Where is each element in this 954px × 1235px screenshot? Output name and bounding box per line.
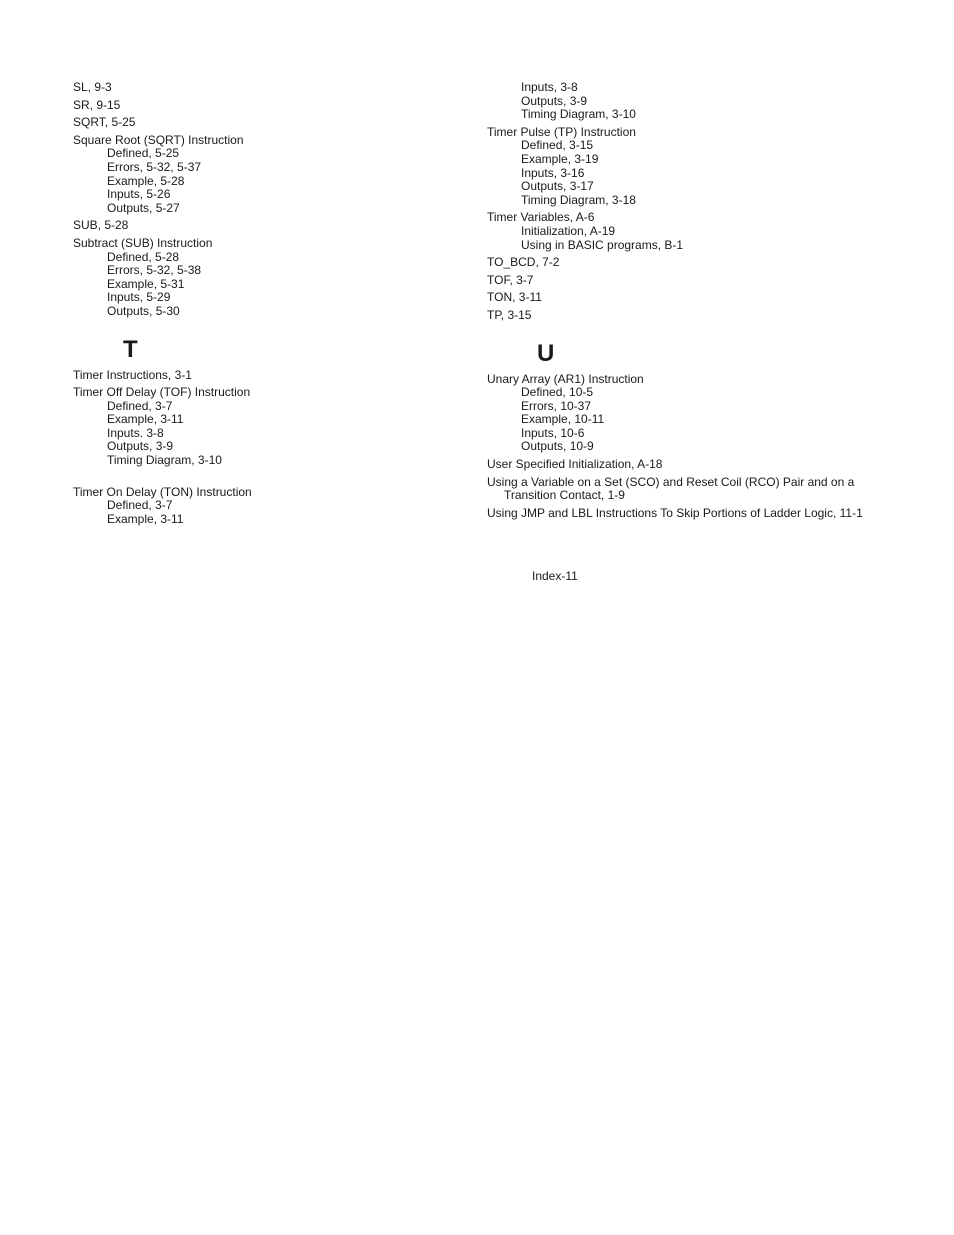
index-entry-term: Timer Variables, A-6	[487, 210, 595, 225]
index-subentry: Example, 3-19	[521, 151, 599, 166]
index-entry	[487, 256, 927, 270]
index-column-right	[487, 81, 927, 524]
index-entry	[73, 134, 453, 216]
index-entry	[487, 309, 927, 323]
index-block	[73, 81, 453, 319]
section-letter-t: T	[123, 335, 138, 363]
index-entry	[487, 507, 927, 521]
index-entry-term: Timer On Delay (TON) Instruction	[73, 484, 252, 499]
index-entry-term: Using JMP and LBL Instructions To Skip Portions of Ladder Logic, 11-1	[487, 505, 863, 520]
index-block	[73, 486, 453, 527]
index-entry-term: Timer Instructions, 3-1	[73, 367, 192, 382]
index-subentry: Outputs, 3-9	[521, 93, 588, 108]
index-subentry: Timing Diagram, 3-10	[521, 107, 636, 122]
index-subentry: Example, 5-28	[107, 173, 185, 188]
index-subentry: Defined, 5-28	[107, 249, 180, 264]
index-subentry: Example, 5-31	[107, 276, 185, 291]
index-entry-term: TP, 3-15	[487, 307, 532, 322]
index-subentry: Timing Diagram, 3-18	[521, 192, 636, 207]
index-entry	[487, 373, 927, 455]
index-subentry: Errors, 5-32, 5-38	[107, 263, 202, 278]
index-entry-term: Subtract (SUB) Instruction	[73, 235, 213, 250]
index-entry	[487, 211, 927, 252]
index-block	[73, 369, 453, 468]
index-subentry: Defined, 5-25	[107, 146, 180, 161]
index-entry-continuation: Transition Contact, 1-9	[504, 488, 625, 503]
index-entry	[487, 274, 927, 288]
index-entry	[487, 81, 927, 122]
index-entry	[487, 476, 927, 503]
index-subentry: Inputs. 3-8	[107, 425, 164, 440]
index-subentry: Example, 3-11	[107, 511, 184, 526]
index-entry-term: Square Root (SQRT) Instruction	[73, 132, 244, 147]
index-block	[487, 373, 927, 521]
index-subentry: Inputs, 3-8	[521, 80, 578, 94]
index-subentry: Inputs, 10-6	[521, 425, 585, 440]
index-subentry: Inputs, 5-29	[107, 290, 171, 305]
spacer	[73, 472, 453, 486]
index-subentry: Inputs, 3-16	[521, 165, 585, 180]
index-entry-term: Timer Off Delay (TOF) Instruction	[73, 385, 251, 400]
index-entry-term: TON, 3-11	[487, 290, 542, 305]
index-subentry: Defined, 3-7	[107, 498, 173, 513]
index-subentry: Outputs, 5-27	[107, 200, 180, 215]
index-subentry: Errors, 5-32, 5-37	[107, 159, 202, 174]
index-subentry: Defined, 10-5	[521, 385, 594, 400]
index-entry	[487, 291, 927, 305]
index-entry	[73, 219, 453, 233]
section-letter-u: U	[537, 339, 555, 367]
index-subentry: Initialization, A-19	[521, 223, 616, 238]
index-entry-term: SR, 9-15	[73, 97, 121, 112]
index-subentry: Defined, 3-15	[521, 138, 594, 153]
index-entry-term: TOF, 3-7	[487, 272, 534, 287]
index-subentry: Defined, 3-7	[107, 398, 173, 413]
page-number: Index-11	[532, 569, 578, 583]
index-entry-term: User Specified Initialization, A-18	[487, 457, 663, 472]
index-entry	[73, 81, 453, 95]
index-subentry: Outputs, 10-9	[521, 439, 594, 454]
index-subentry: Timing Diagram, 3-10	[107, 453, 222, 468]
index-entry-term: Timer Pulse (TP) Instruction	[487, 124, 636, 139]
index-entry	[487, 126, 927, 208]
index-entry	[487, 458, 927, 472]
index-entry	[73, 99, 453, 113]
index-entry	[73, 116, 453, 130]
index-subentry: Using in BASIC programs, B-1	[521, 237, 684, 252]
index-entry-term: SL, 9-3	[73, 80, 112, 94]
index-subentry: Outputs, 5-30	[107, 303, 180, 318]
index-entry-term: Using a Variable on a Set (SCO) and Reset Coil (RCO) Pair and on a	[487, 474, 855, 489]
index-entry-term: SQRT, 5-25	[73, 115, 136, 130]
index-subentry: Example, 10-11	[521, 412, 605, 427]
index-subentry: Inputs, 5-26	[107, 187, 171, 202]
index-entry	[73, 386, 453, 468]
index-entry-term: SUB, 5-28	[73, 218, 129, 233]
index-entry	[73, 486, 453, 527]
index-subentry: Example, 3-11	[107, 412, 184, 427]
index-entry-term: TO_BCD, 7-2	[487, 255, 560, 270]
index-entry-term: Unary Array (AR1) Instruction	[487, 371, 644, 386]
index-block	[487, 81, 927, 323]
index-entry	[73, 369, 453, 383]
index-subentry: Errors, 10-37	[521, 398, 592, 413]
index-entry	[73, 237, 453, 319]
index-subentry: Outputs, 3-9	[107, 439, 174, 454]
index-subentry: Outputs, 3-17	[521, 179, 594, 194]
index-column-left	[73, 81, 453, 530]
